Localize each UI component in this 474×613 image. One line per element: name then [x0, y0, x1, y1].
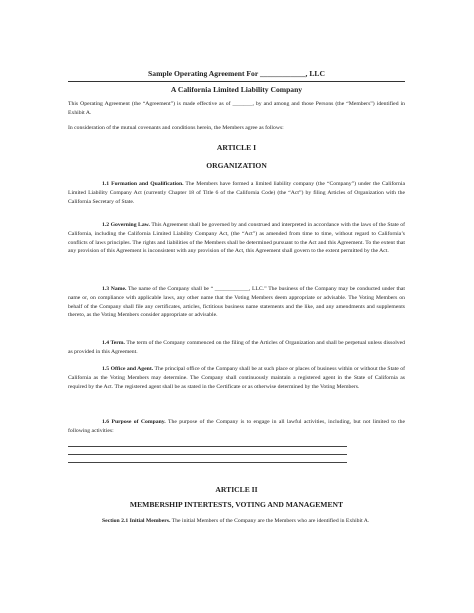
section-1-6	[68, 418, 405, 436]
section-1-2	[68, 221, 405, 256]
document-subtitle: A California Limited Liability Company	[170, 85, 303, 94]
section-1-3	[68, 285, 405, 320]
section-text: The Members have formed a limited liability company (the “Company”) under the California Limited Liability Company Act (currently Chapter 18 of Title 6 of the California Code) (the “Act”) by filing Articles of Organization with the California Secretary of State.	[68, 181, 405, 205]
section-text: The name of the Company shall be “ ____________, LLC.” The business of the Company may be conducted under that name or, on compliance with applicable laws, any other name that the Voting Members deem appropriate or advisable. The Voting Members on behalf of the Company shall file any certificates, articles, fictitious business name statements and the like, and any amendments and supplements thereto, as the Voting Members consider appropriate or advisable.	[68, 286, 405, 319]
article-2-title: MEMBERSHIP INTERTESTS, VOTING AND MANAGEMENT	[129, 500, 344, 509]
section-heading: 1.2 Governing Law.	[102, 222, 150, 228]
section-text: The term of the Company commenced on the filing of the Articles of Organization and shall be perpetual unless dissolved as provided in this Agreement.	[68, 340, 405, 355]
section-2-1	[68, 517, 405, 526]
document-title: Sample Operating Agreement For ____________, LLC	[148, 69, 325, 78]
section-heading: 1.4 Term.	[102, 340, 125, 346]
article-1-heading: ARTICLE I	[216, 143, 257, 152]
section-1-4	[68, 339, 405, 357]
article-2-heading: ARTICLE II	[215, 485, 258, 494]
section-heading: 1.6 Purpose of Company.	[102, 419, 166, 425]
section-text: The initial Members of the Company are the Members who are identified in Exhibit A.	[170, 518, 370, 524]
section-heading: 1.1 Formation and Qualification.	[102, 181, 184, 187]
section-text: The principal office of the Company shall be at such place or places of business within or without the State of California as the Voting Members may determine. The Company shall continuously maintain a registered agent in the State of California as required by the Act. The registered agent shall be as stated in the Certificate or as otherwise determined by the Voting Members.	[68, 366, 405, 390]
activity-blank-line	[68, 454, 347, 455]
article-1-title: ORGANIZATION	[206, 161, 267, 170]
section-heading: Section 2.1 Initial Members.	[102, 518, 171, 524]
intro-paragraph: This Operating Agreement (the “Agreement”) is made effective as of _______, by and among and those Persons (the “Members”) identified in Exhibit A.	[68, 101, 405, 116]
activity-blank-line	[68, 446, 347, 447]
section-heading: 1.5 Office and Agent.	[102, 366, 154, 372]
section-text: The purpose of the Company is to engage in all lawful activities, including, but not limited to the following activities:	[68, 419, 405, 434]
section-1-5	[68, 365, 405, 391]
consideration-paragraph: In consideration of the mutual covenants and conditions herein, the Members agree as follows:	[68, 125, 284, 131]
title-underline	[68, 81, 405, 82]
activity-blank-line	[68, 462, 347, 463]
section-text: This Agreement shall be governed by and construed and interpreted in accordance with the laws of the State of California, including the California Limited Liability Company Act, (the “Act”) as amended from time to time, without regard to California’s conflicts of laws principles. The rights and liabilities of the Members shall be determined pursuant to the Act and this Agreement. To the extent that any provision of this Agreement is inconsistent with any provision of the Act, this Agreement shall govern to the extent permitted by the Act.	[68, 222, 405, 255]
section-heading: 1.3 Name.	[102, 286, 127, 292]
section-1-1	[68, 180, 405, 206]
